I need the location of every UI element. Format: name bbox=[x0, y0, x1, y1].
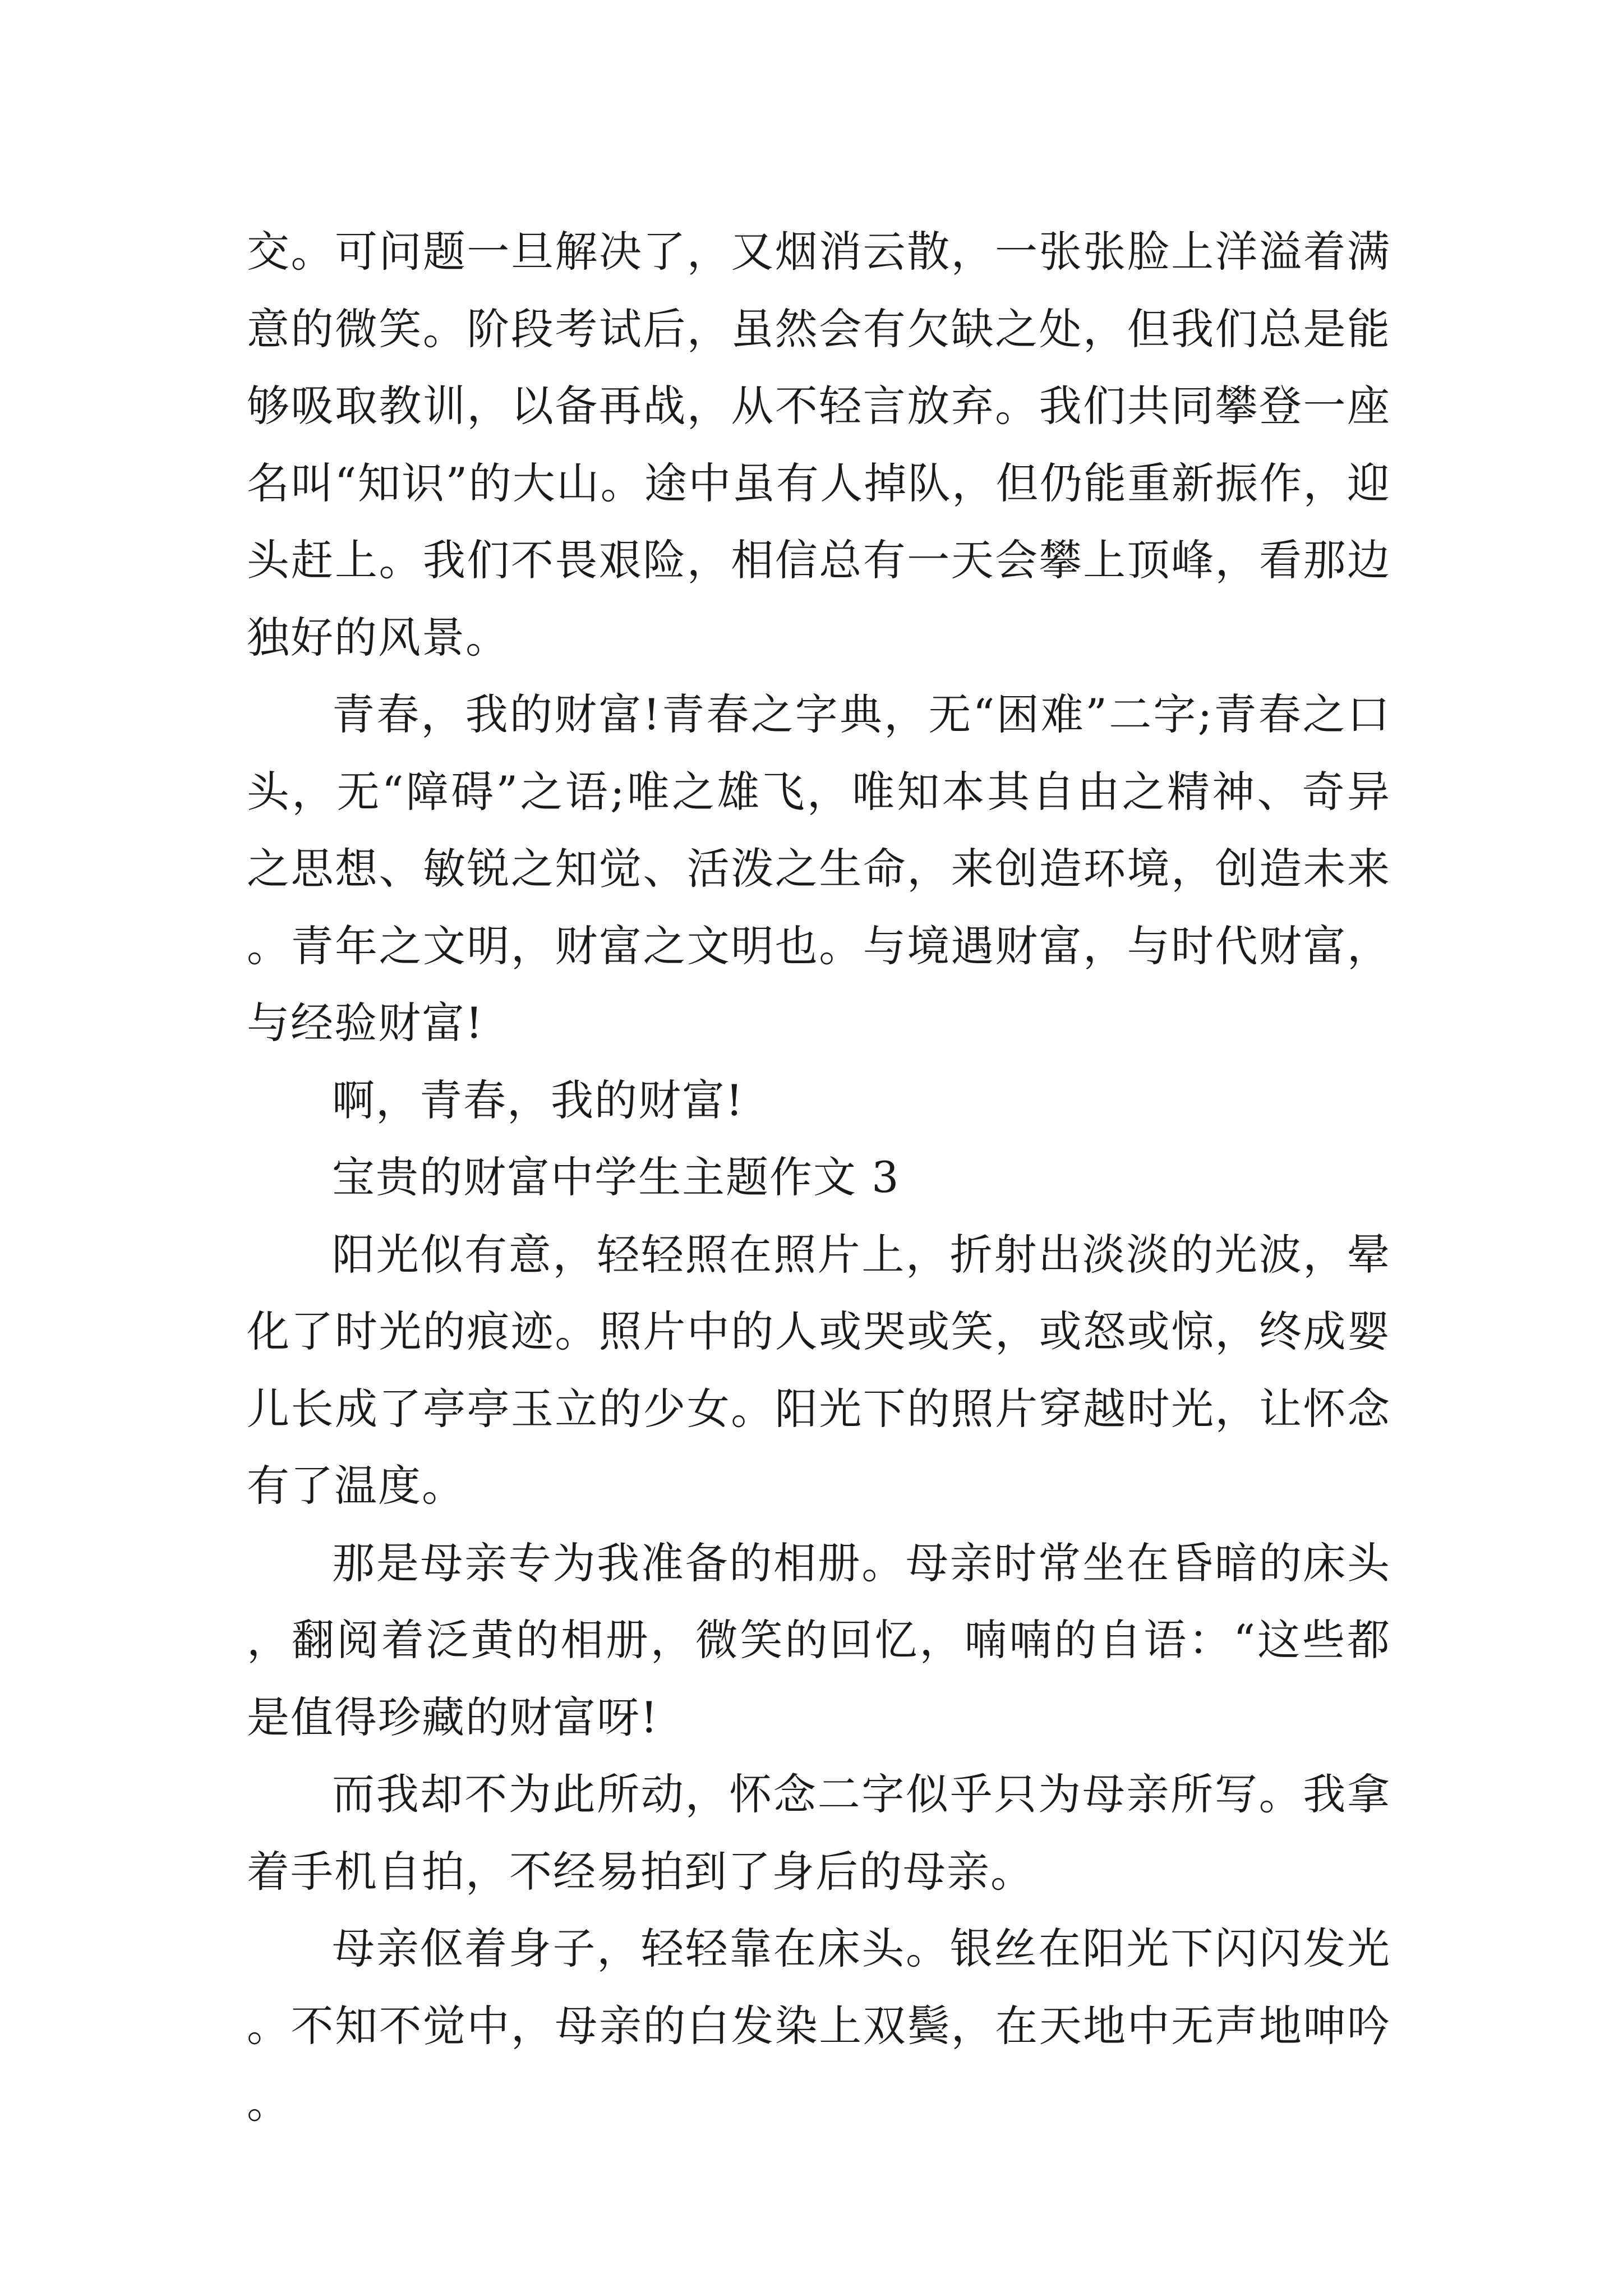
paragraph-1: 交。可问题一旦解决了，又烟消云散，一张张脸上洋溢着满意的微笑。阶段考试后，虽然会有欠缺之处，但我们总是能够吸取教训，以备再战，从不轻言放弃。我们共同攀登一座名叫“知识”的大山。途中虽有人掉队，但仍能重新振作，迎头赶上。我们不畏艰险，相信总有一天会攀上顶峰，看那边独好的风景。 bbox=[247, 227, 1391, 662]
document-body bbox=[247, 213, 1391, 2142]
paragraph-7: 而我却不为此所动，怀念二字似乎只为母亲所写。我拿着手机自拍，不经易拍到了身后的母亲。 bbox=[247, 1769, 1391, 1897]
paragraph-6: 那是母亲专为我准备的相册。母亲时常坐在昏暗的床头，翻阅着泛黄的相册，微笑的回忆，喃喃的自语：“这些都是值得珍藏的财富呀! bbox=[247, 1538, 1391, 1742]
paragraph-8: 母亲伛着身子，轻轻靠在床头。银丝在阳光下闪闪发光。不知不觉中，母亲的白发染上双鬓，在天地中无声地呻吟。 bbox=[247, 1924, 1391, 2128]
paragraph-3: 啊，青春，我的财富! bbox=[332, 1075, 744, 1125]
paragraph-2: 青春，我的财富!青春之字典，无“困难”二字;青春之口头，无“障碍”之语;唯之雄飞，唯知本其自由之精神、奇异之思想、敏锐之知觉、活泼之生命，来创造环境，创造未来。青年之文明，财富之文明也。与境遇财富，与时代财富，与经验财富! bbox=[247, 689, 1391, 1048]
section-heading: 宝贵的财富中学生主题作文 3 bbox=[332, 1152, 900, 1202]
paragraph-5: 阳光似有意，轻轻照在照片上，折射出淡淡的光波，晕化了时光的痕迹。照片中的人或哭或笑，或怒或惊，终成婴儿长成了亭亭玉立的少女。阳光下的照片穿越时光，让怀念有了温度。 bbox=[247, 1229, 1391, 1511]
